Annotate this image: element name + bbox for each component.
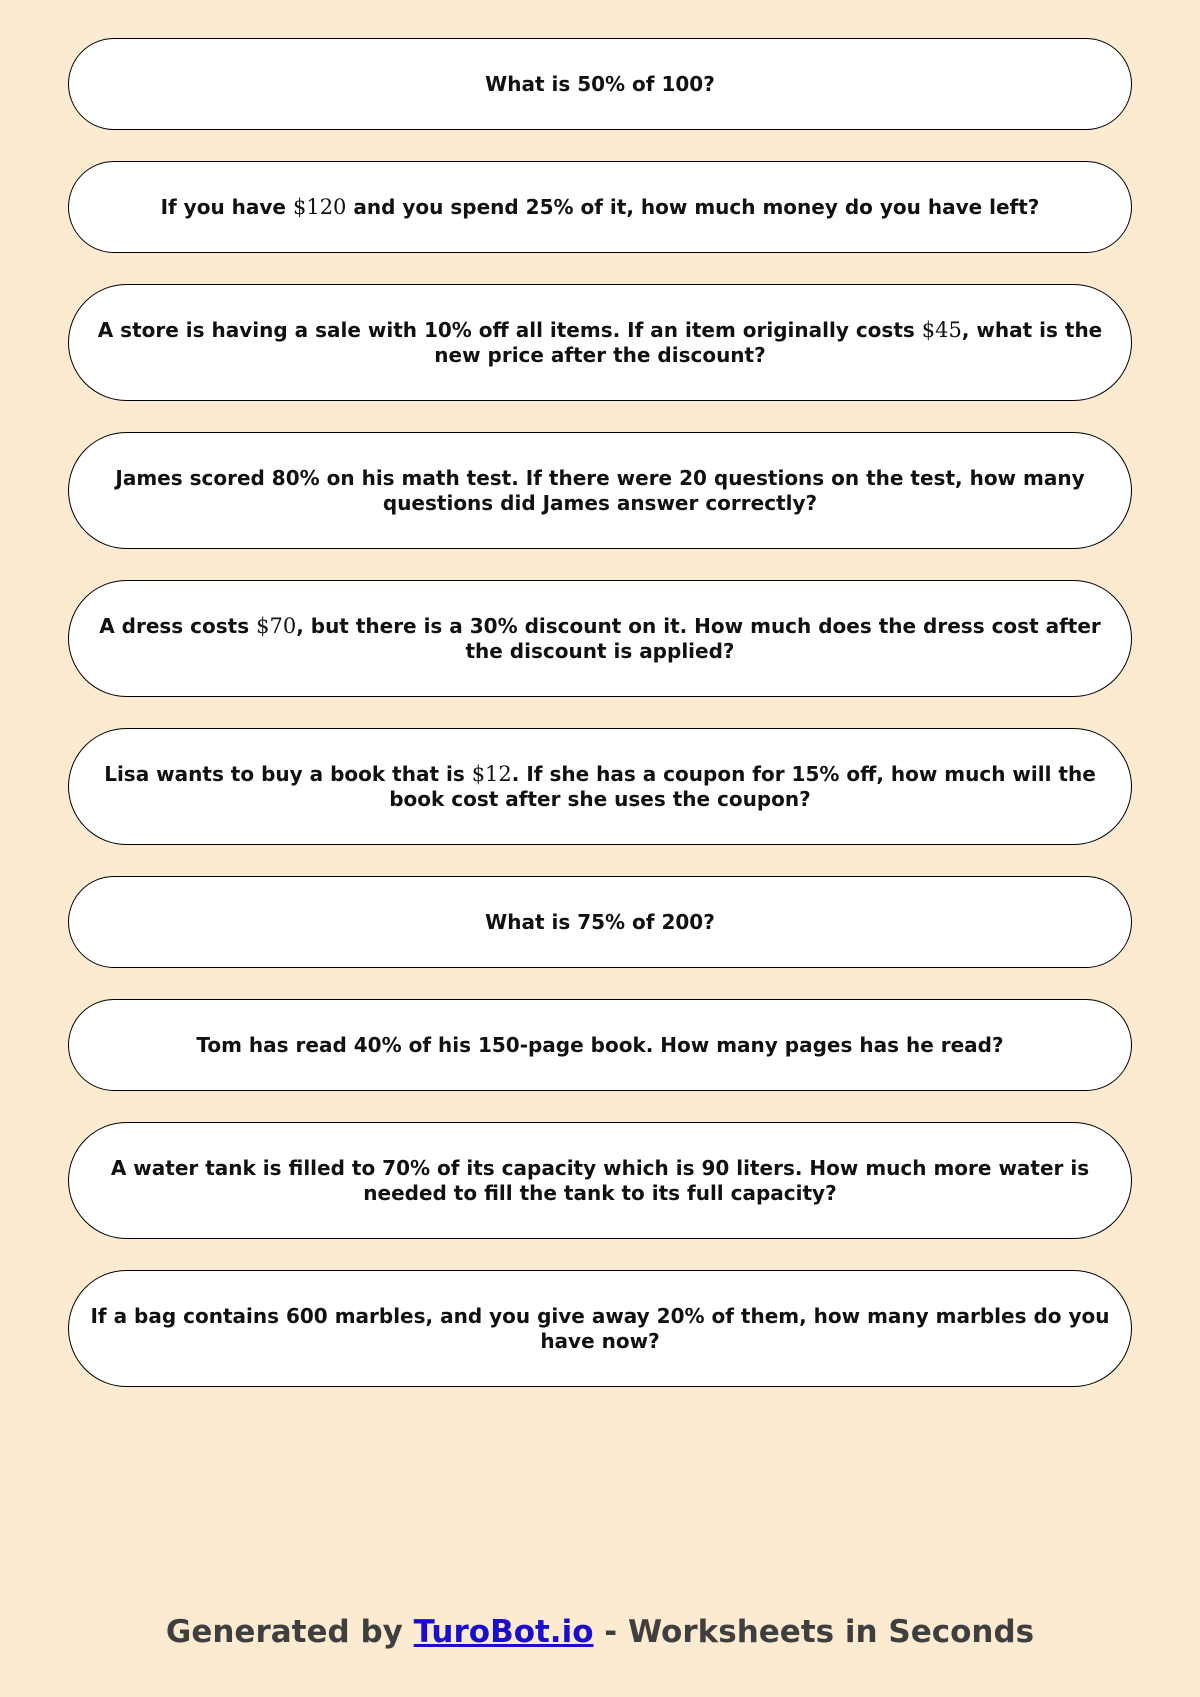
money-amount: $120 — [292, 194, 347, 219]
question-text — [85, 762, 1115, 812]
question-text-part: , but there is a 30% discount on it. How much does the dress cost after the discount is applied? — [296, 613, 1101, 663]
question-pill — [68, 728, 1132, 845]
question-text — [85, 1156, 1115, 1206]
question-pill — [68, 999, 1132, 1091]
footer-suffix: - Worksheets in Seconds — [593, 1614, 1035, 1650]
question-text — [85, 466, 1115, 516]
question-text-part: . If she has a coupon for 15% off, how much will the book cost after she uses the coupon? — [389, 761, 1096, 811]
question-pill — [68, 1270, 1132, 1387]
question-text — [161, 195, 1040, 220]
question-text — [85, 1304, 1115, 1354]
question-text — [485, 910, 715, 935]
question-text-part: A water tank is filled to 70% of its capacity which is 90 liters. How much more water is needed to fill the tank to its full capacity? — [110, 1155, 1090, 1205]
turobot-link[interactable]: TuroBot.io — [413, 1614, 594, 1650]
question-text-part: James scored 80% on his math test. If there were 20 questions on the test, how many questions did James answer correctly? — [115, 465, 1085, 515]
question-pill — [68, 284, 1132, 401]
question-text-part: Lisa wants to buy a book that is — [104, 761, 472, 786]
question-text-part: If you have — [160, 194, 293, 219]
question-pill — [68, 580, 1132, 697]
question-text-part: Tom has read 40% of his 150-page book. How many pages has he read? — [196, 1032, 1004, 1057]
footer-prefix: Generated by — [165, 1614, 414, 1650]
question-text — [85, 614, 1115, 664]
question-pill — [68, 432, 1132, 549]
footer — [0, 1612, 1200, 1652]
question-text-part: What is 75% of 200? — [485, 909, 715, 934]
question-text-part: , what is the new price after the discount? — [434, 317, 1103, 367]
question-list — [68, 38, 1132, 1418]
question-text-part: and you spend 25% of it, how much money do you have left? — [346, 194, 1040, 219]
question-text — [485, 72, 715, 97]
question-text — [196, 1033, 1003, 1058]
question-pill — [68, 38, 1132, 130]
question-text-part: If a bag contains 600 marbles, and you give away 20% of them, how many marbles do you have now? — [90, 1303, 1110, 1353]
question-text-part: A dress costs — [99, 613, 257, 638]
question-pill — [68, 876, 1132, 968]
money-amount: $45 — [921, 317, 962, 342]
question-text-part: What is 50% of 100? — [485, 71, 715, 96]
money-amount: $12 — [471, 761, 512, 786]
question-text-part: A store is having a sale with 10% off all items. If an item originally costs — [97, 317, 922, 342]
money-amount: $70 — [256, 613, 297, 638]
question-text — [85, 318, 1115, 368]
question-pill — [68, 161, 1132, 253]
question-pill — [68, 1122, 1132, 1239]
